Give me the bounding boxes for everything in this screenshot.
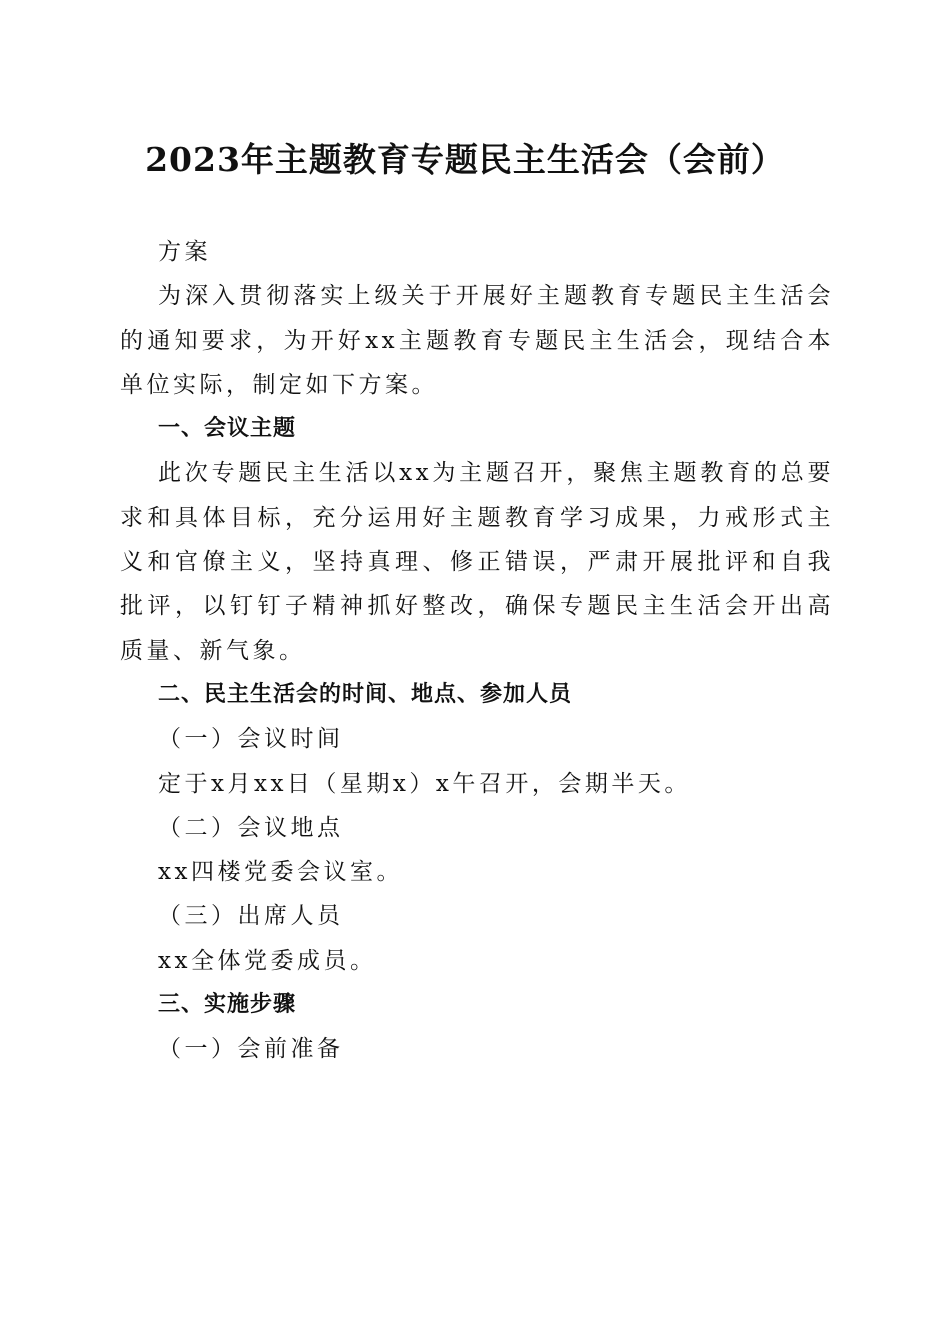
heading-meeting-theme: 一、会议主题 — [158, 416, 297, 442]
heading-implementation-steps: 三、实施步骤 — [158, 992, 297, 1018]
document-title: 2023年主题教育专题民主生活会（会前） — [145, 140, 785, 179]
paragraph-intro: 为深入贯彻落实上级关于开展好主题教育专题民主生活会的通知要求，为开好xx主题教育专题民主生活会，现结合本单位实际，制定如下方案。 — [120, 283, 834, 398]
document-body — [120, 230, 834, 1072]
paragraph-plan-label: 方案 — [158, 239, 211, 265]
paragraph-meeting-place: xx四楼党委会议室。 — [158, 859, 403, 886]
paragraph-theme-body: 此次专题民主生活以xx为主题召开，聚焦主题教育的总要求和具体目标，充分运用好主题教育学习成果，力戒形式主义和官僚主义，坚持真理、修正错误，严肃开展批评和自我批评，以钉钉子精神抓好整改，确保专题民主生活会开出高质量、新气象。 — [120, 460, 834, 664]
paragraph-attendees: xx全体党委成员。 — [158, 947, 377, 974]
heading-time-place-attendees: 二、民主生活会的时间、地点、参加人员 — [158, 681, 573, 707]
subheading-attendees: （三）出席人员 — [158, 903, 344, 930]
subheading-meeting-place: （二）会议地点 — [158, 814, 344, 841]
subheading-pre-meeting-prep: （一）会前准备 — [158, 1036, 344, 1063]
subheading-meeting-time: （一）会议时间 — [158, 726, 344, 753]
paragraph-meeting-time: 定于x月xx日（星期x）x午召开，会期半天。 — [158, 770, 691, 797]
